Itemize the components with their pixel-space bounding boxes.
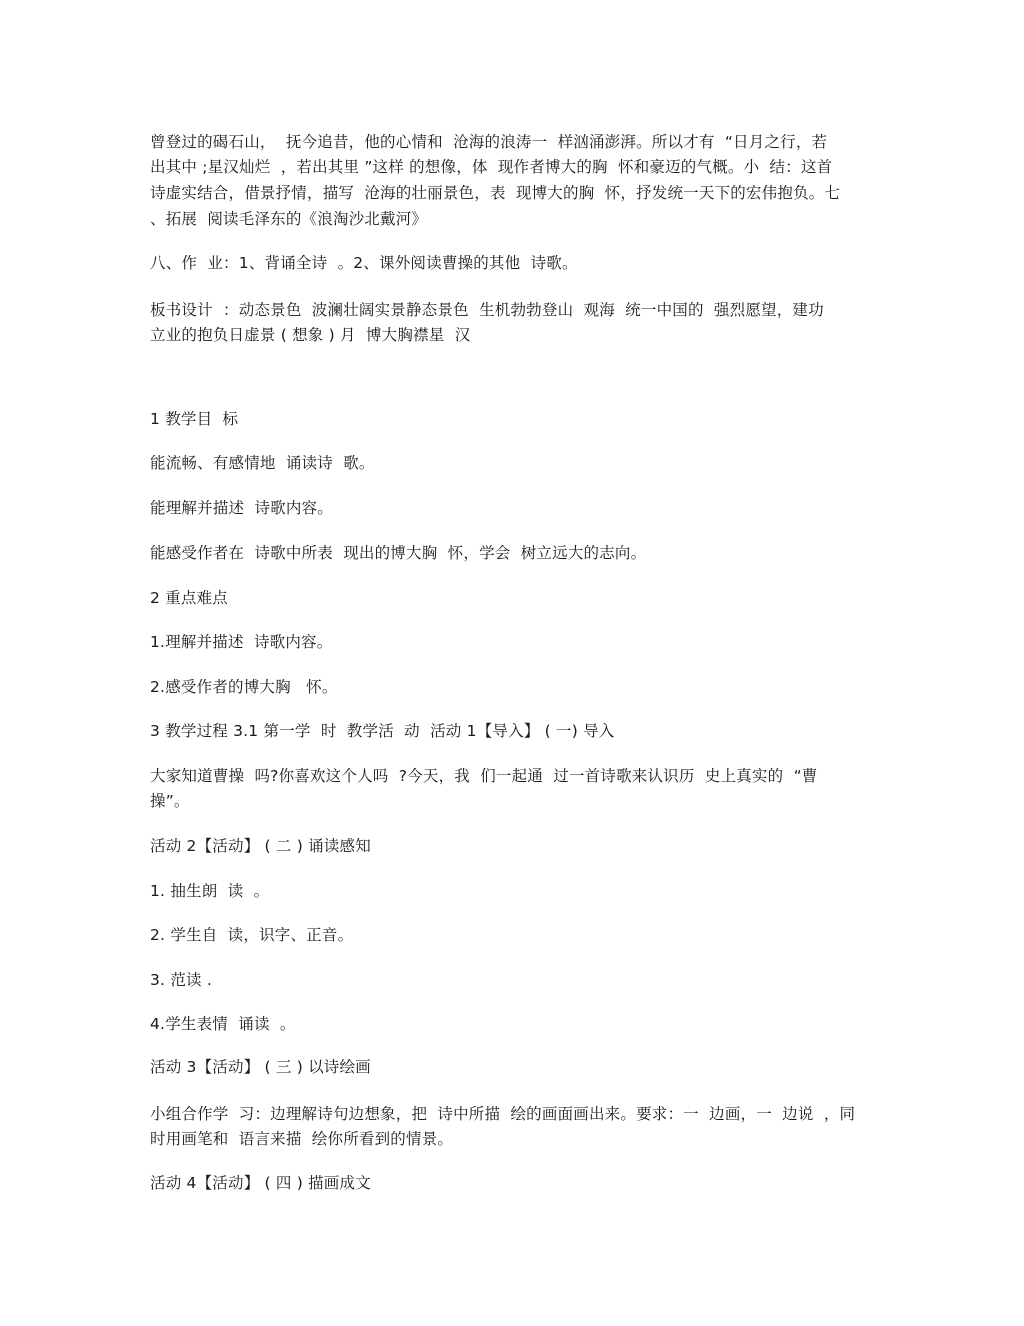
paragraph-line: 、拓展 阅读毛泽东的《浪淘沙北戴河》 xyxy=(150,210,428,228)
section-heading: 2 重点难点 xyxy=(150,589,228,607)
activity-heading: 活动 2【活动】 ( 二 ) 诵读感知 xyxy=(150,837,371,855)
list-item: 4.学生表情 诵读 。 xyxy=(150,1015,296,1033)
list-item: 能理解并描述 诗歌内容。 xyxy=(150,499,333,517)
list-item: 3. 范读 . xyxy=(150,971,212,989)
board-design-line: 板书设计 ：动态景色 波澜壮阔实景静态景色 生机勃勃登山 观海 统一中国的 强烈愿望，建功 xyxy=(150,301,824,319)
list-item: 能感受作者在 诗歌中所表 现出的博大胸 怀，学会 树立远大的志向。 xyxy=(150,544,647,562)
activity-heading: 活动 3【活动】 ( 三 ) 以诗绘画 xyxy=(150,1058,371,1076)
paragraph-line: 时用画笔和 语言来描 绘你所看到的情景。 xyxy=(150,1130,454,1148)
list-item: 能流畅、有感情地 诵读诗 歌。 xyxy=(150,454,375,472)
list-item: 2.感受作者的博大胸 怀。 xyxy=(150,678,338,696)
list-item: 1.理解并描述 诗歌内容。 xyxy=(150,633,333,651)
paragraph-line: 诗虚实结合，借景抒情，描写 沧海的壮丽景色，表 现博大的胸 怀，抒发统一天下的宏伟抱负。七 xyxy=(150,184,841,202)
homework-line: 八、作 业：1、背诵全诗 。2、课外阅读曹操的其他 诗歌。 xyxy=(150,254,578,272)
paragraph-line: 小组合作学 习：边理解诗句边想象，把 诗中所描 绘的画面画出来。要求：一 边画，一 边说 ，同 xyxy=(150,1105,856,1123)
list-item: 2. 学生自 读，识字、正音。 xyxy=(150,926,354,944)
paragraph-line: 大家知道曹操 吗?你喜欢这个人吗 ?今天，我 们一起通 过一首诗歌来认识历 史上真实的 “曹 xyxy=(150,767,818,785)
paragraph-line: 操”。 xyxy=(150,792,190,810)
list-item: 1. 抽生朗 读 。 xyxy=(150,882,270,900)
paragraph-line: 曾登过的碣石山， 抚今追昔，他的心情和 沧海的浪涛一 样汹涌澎湃。所以才有 “日月之行，若 xyxy=(150,133,828,151)
paragraph-line: 出其中 ;星汉灿烂 ，若出其里 ”这样 的想像，体 现作者博大的胸 怀和豪迈的气概。小 结：这首 xyxy=(150,158,833,176)
activity-heading: 活动 4【活动】 ( 四 ) 描画成文 xyxy=(150,1174,371,1192)
board-design-line: 立业的抱负日虚景 ( 想象 ) 月 博大胸襟星 汉 xyxy=(150,326,471,344)
section-heading: 3 教学过程 3.1 第一学 时 教学活 动 活动 1【导入】 ( 一) 导入 xyxy=(150,722,615,740)
section-heading: 1 教学目 标 xyxy=(150,410,239,428)
